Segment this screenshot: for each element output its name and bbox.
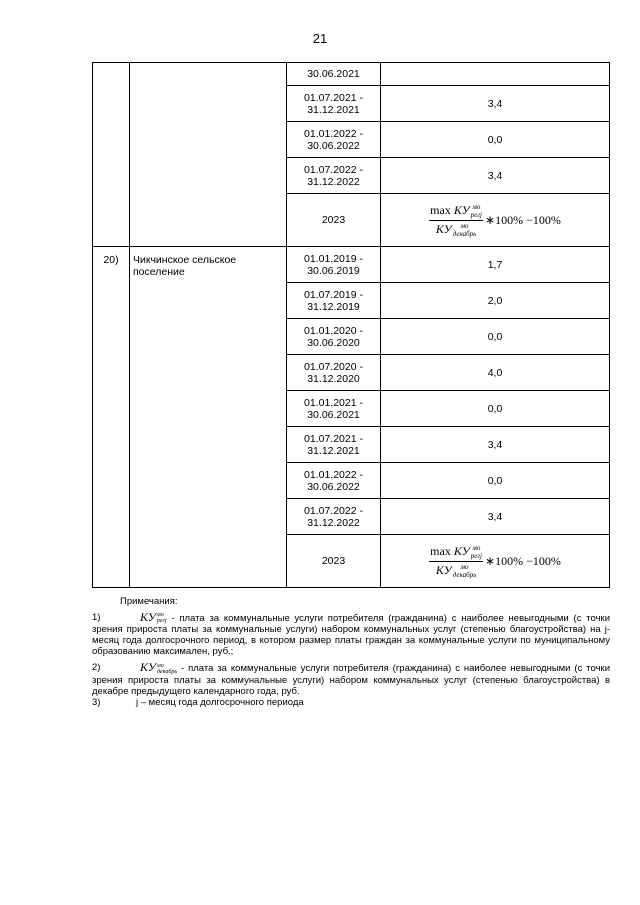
table-row <box>93 247 610 283</box>
period-cell: 01.01.2022 - 30.06.2022 <box>287 122 381 158</box>
value-cell: 0,0 <box>381 319 610 355</box>
note-index: 2) <box>92 662 101 674</box>
notes-title: Примечания: <box>120 596 178 607</box>
notes-section <box>92 596 610 708</box>
note-symbol-sup: мо <box>156 612 164 619</box>
formula-symbol: КУ <box>435 562 452 577</box>
period-cell: 01.07.2019 - 31.12.2019 <box>287 283 381 319</box>
note-item <box>92 662 610 696</box>
formula-sub: регj <box>470 551 483 560</box>
formula-tail: ∗100% −100% <box>485 213 561 227</box>
formula-sub: регj <box>470 210 483 219</box>
note-index: 3) <box>92 696 101 708</box>
period-cell: 01.01.2021 - 30.06.2021 <box>287 391 381 427</box>
period-cell: 01.07.2021 - 31.12.2021 <box>287 427 381 463</box>
row-index-cell <box>93 63 130 247</box>
note-symbol-text: КУ <box>140 660 156 675</box>
formula-max: max <box>430 202 451 217</box>
formula-sub: декабрь <box>452 229 477 238</box>
formula-tail: ∗100% −100% <box>485 554 561 568</box>
formula <box>429 544 561 579</box>
period-cell: 01.07.2020 - 31.12.2020 <box>287 355 381 391</box>
value-cell: 3,4 <box>381 86 610 122</box>
note-item <box>92 612 610 657</box>
value-cell: 2,0 <box>381 283 610 319</box>
page-number: 21 <box>312 31 328 46</box>
value-cell: 4,0 <box>381 355 610 391</box>
period-cell: 2023 <box>287 535 381 588</box>
note-text: - плата за коммунальные услуги потребителя (гражданина) с наиболее невыгодными (с точки зрения прироста платы за коммунальные услуги) набором коммунальных услуг (степенью благоустройства) в декабре предыдущего календарного года, руб. <box>92 663 610 697</box>
formula-sup: мо <box>460 562 469 571</box>
tariff-table <box>92 62 610 588</box>
value-cell: 3,4 <box>381 427 610 463</box>
row-index-cell: 20) <box>93 247 130 588</box>
period-cell: 01.01.2019 - 30.06.2019 <box>287 247 381 283</box>
value-cell: 3,4 <box>381 499 610 535</box>
formula <box>429 203 561 238</box>
formula-max: max <box>430 543 451 558</box>
period-cell: 01.07.2022 - 31.12.2022 <box>287 499 381 535</box>
formula-symbol: КУ <box>435 221 452 236</box>
formula-sup: мо <box>472 202 481 211</box>
value-cell: 0,0 <box>381 391 610 427</box>
formula-cell <box>381 535 610 588</box>
note-item <box>92 697 610 708</box>
formula-sub: декабрь <box>452 570 477 579</box>
formula-sup: мо <box>460 221 469 230</box>
period-cell: 01.07.2021 - 31.12.2021 <box>287 86 381 122</box>
note-text: - плата за коммунальные услуги потребителя (гражданина) с наиболее невыгодными (с точки зрения прироста платы за коммунальные услуги) набором коммунальных услуг (степенью благоустройства) на j-месяц года долгосрочного период, в котором размер платы граждан за коммунальные услуги по муниципальному образованию максимален, руб.; <box>92 613 610 658</box>
period-cell: 2023 <box>287 194 381 247</box>
note-symbol <box>140 662 177 674</box>
formula-sup: мо <box>472 543 481 552</box>
note-index: 1) <box>92 612 101 623</box>
period-cell: 30.06.2021 <box>287 63 381 86</box>
value-cell: 0,0 <box>381 122 610 158</box>
note-text: j – месяц года долгосрочного периода <box>136 696 304 708</box>
note-symbol-text: КУ <box>140 610 156 624</box>
formula-symbol: КУ <box>453 202 470 217</box>
formula-symbol: КУ <box>453 543 470 558</box>
value-cell: 1,7 <box>381 247 610 283</box>
value-cell: 3,4 <box>381 158 610 194</box>
value-cell <box>381 63 610 86</box>
note-symbol-sub: регj <box>156 618 167 625</box>
note-symbol <box>140 612 167 624</box>
period-cell: 01.01.2020 - 30.06.2020 <box>287 319 381 355</box>
note-symbol-sub: декабрь <box>156 668 178 675</box>
period-cell: 01.01.2022 - 30.06.2022 <box>287 463 381 499</box>
period-cell: 01.07.2022 - 31.12.2022 <box>287 158 381 194</box>
note-symbol-sup: мо <box>156 662 164 669</box>
municipality-cell <box>130 63 287 247</box>
municipality-cell: Чикчинское сельское поселение <box>130 247 287 588</box>
value-cell: 0,0 <box>381 463 610 499</box>
formula-cell <box>381 194 610 247</box>
table-row <box>93 63 610 86</box>
